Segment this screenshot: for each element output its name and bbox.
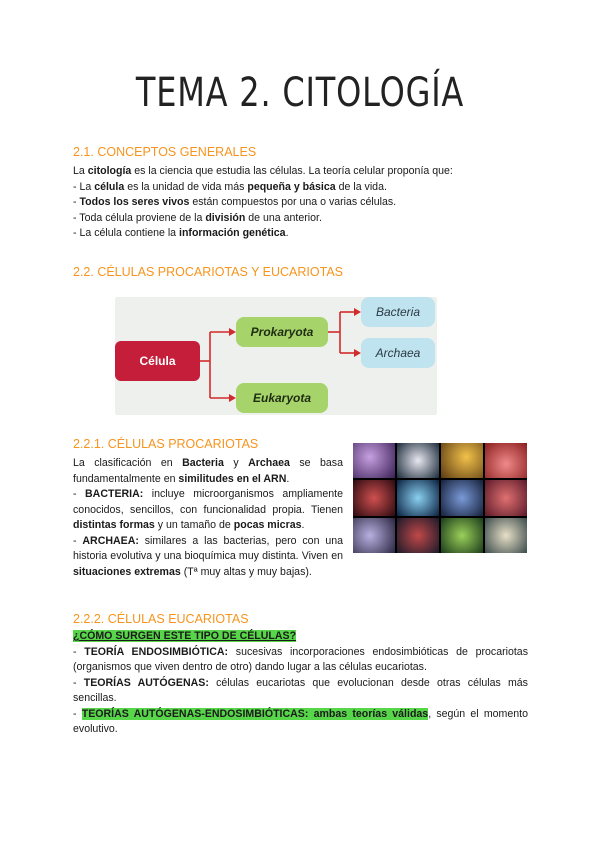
paragraph: - TEORÍAS AUTÓGENAS-ENDOSIMBIÓTICAS: ambas teorías válidas, según el momento evolutivo. bbox=[73, 707, 528, 735]
prokaryota-box: Prokaryota bbox=[236, 317, 328, 347]
section-heading-2-2: 2.2. CÉLULAS PROCARIOTAS Y EUCARIOTAS bbox=[73, 265, 343, 279]
section-2-2-1-body bbox=[73, 456, 343, 580]
photo-tile bbox=[353, 480, 395, 515]
photo-tile bbox=[353, 443, 395, 478]
photo-tile bbox=[353, 518, 395, 553]
section-2-2-2-body bbox=[73, 629, 528, 738]
intro-line: La citología es la ciencia que estudia las células. La teoría celular proponía que: bbox=[73, 165, 453, 177]
question-line: ¿CÓMO SURGEN ESTE TIPO DE CÉLULAS? bbox=[73, 630, 297, 642]
list-item: - Todos los seres vivos están compuestos por una o varias células. bbox=[73, 196, 397, 208]
paragraph: - TEORÍAS AUTÓGENAS: células eucariotas que evolucionan desde otras células más sencillas. bbox=[73, 676, 528, 704]
photo-tile bbox=[397, 480, 439, 515]
photo-tile bbox=[441, 443, 483, 478]
photo-tile bbox=[441, 518, 483, 553]
photo-tile bbox=[397, 443, 439, 478]
paragraph: - TEORÍA ENDOSIMBIÓTICA: sucesivas incorporaciones endosimbióticas de procariotas (organismos que viven dentro de otro) dando lugar a las células eucariotas. bbox=[73, 645, 528, 673]
list-item: - La célula es la unidad de vida más pequeña y básica de la vida. bbox=[73, 180, 387, 193]
photo-tile bbox=[485, 480, 527, 515]
page-title: TEMA 2. CITOLOGÍA bbox=[135, 70, 465, 116]
section-2-1-body bbox=[73, 164, 533, 242]
list-item: - La célula contiene la información genética. bbox=[73, 227, 289, 239]
paragraph: La clasificación en Bacteria y Archaea se basa fundamentalmente en similitudes en el ARN. bbox=[73, 457, 343, 485]
paragraph: - BACTERIA: incluye microorganismos ampliamente conocidos, sencillos, con funcionalidad propia. Tienen distintas formas y un tamaño de pocas micras. bbox=[73, 488, 343, 531]
photo-tile bbox=[485, 443, 527, 478]
photo-tile bbox=[485, 518, 527, 553]
section-heading-2-1: 2.1. CONCEPTOS GENERALES bbox=[73, 145, 257, 159]
photo-tile bbox=[441, 480, 483, 515]
microorganisms-photo-collage bbox=[353, 443, 527, 553]
bacteria-box: Bacteria bbox=[361, 297, 435, 327]
archaea-box: Archaea bbox=[361, 338, 435, 368]
section-heading-2-2-1: 2.2.1. CÉLULAS PROCARIOTAS bbox=[73, 437, 259, 451]
celula-box: Célula bbox=[115, 341, 200, 381]
list-item: - Toda célula proviene de la división de una anterior. bbox=[73, 211, 322, 224]
photo-tile bbox=[397, 518, 439, 553]
paragraph: - ARCHAEA: similares a las bacterias, pero con una historia evolutiva y una bioquímica muy distinta. Viven en situaciones extremas (Tª muy altas y muy bajas). bbox=[73, 534, 343, 578]
eukaryota-box: Eukaryota bbox=[236, 383, 328, 413]
cell-classification-diagram bbox=[115, 297, 437, 415]
section-heading-2-2-2: 2.2.2. CÉLULAS EUCARIOTAS bbox=[73, 612, 249, 626]
